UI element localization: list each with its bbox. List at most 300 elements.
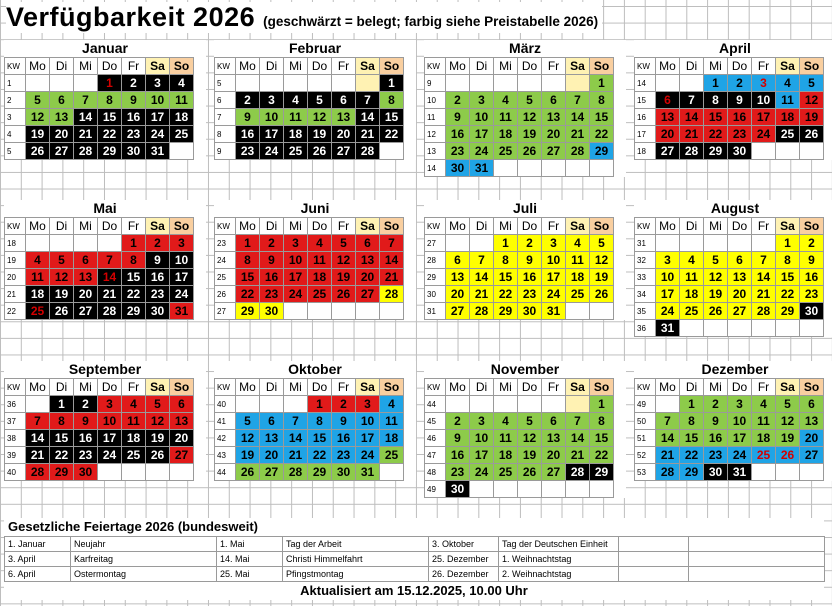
day-cell: 29 <box>236 303 260 320</box>
weekday-label: Sa <box>146 218 170 235</box>
day-cell: 6 <box>74 252 98 269</box>
day-cell: 13 <box>356 252 380 269</box>
day-cell: 27 <box>170 447 194 464</box>
day-cell: 2 <box>446 413 470 430</box>
week-number: 17 <box>635 126 656 143</box>
day-cell: 8 <box>380 92 404 109</box>
month-august <box>634 200 832 337</box>
day-cell: 17 <box>146 109 170 126</box>
day-cell: 16 <box>446 126 470 143</box>
holidays-title: Gesetzliche Feiertage 2026 (bundesweit) <box>8 519 258 534</box>
day-cell: 26 <box>332 286 356 303</box>
weekday-label: So <box>800 218 824 235</box>
month-april <box>634 40 832 160</box>
day-cell: 11 <box>566 252 590 269</box>
weekday-label: Mo <box>446 218 470 235</box>
day-cell: 24 <box>284 286 308 303</box>
week-number: 20 <box>5 269 26 286</box>
empty-cell <box>752 464 776 481</box>
day-cell: 28 <box>356 143 380 160</box>
day-cell: 9 <box>146 252 170 269</box>
day-cell: 28 <box>380 286 404 303</box>
holiday-date: 25. Mai <box>217 567 283 582</box>
weekday-label: Do <box>728 58 752 75</box>
day-cell: 11 <box>680 269 704 286</box>
weekday-label: Mi <box>284 218 308 235</box>
empty-cell <box>470 481 494 498</box>
day-cell: 8 <box>590 92 614 109</box>
day-cell: 19 <box>800 109 824 126</box>
day-cell: 25 <box>308 286 332 303</box>
day-cell: 30 <box>260 303 284 320</box>
week-row <box>215 126 404 143</box>
kw-header: KW <box>635 58 656 75</box>
day-cell: 12 <box>518 430 542 447</box>
holidays-section <box>4 518 824 600</box>
day-cell: 5 <box>776 396 800 413</box>
day-cell: 8 <box>50 413 74 430</box>
month-name: Mai <box>93 200 117 216</box>
day-cell: 9 <box>728 92 752 109</box>
weekday-label: Mi <box>284 379 308 396</box>
day-cell: 5 <box>26 92 50 109</box>
day-cell: 23 <box>728 126 752 143</box>
month-name: Januar <box>82 40 128 56</box>
week-row <box>215 235 404 252</box>
month-juni <box>214 200 416 320</box>
day-cell: 31 <box>170 303 194 320</box>
day-cell: 5 <box>590 235 614 252</box>
empty-cell <box>542 75 566 92</box>
day-cell: 31 <box>656 320 680 337</box>
kw-header: KW <box>425 58 446 75</box>
weekday-label: Fr <box>542 58 566 75</box>
weekday-label: Sa <box>146 379 170 396</box>
weekday-label: Fr <box>122 379 146 396</box>
week-row <box>635 126 824 143</box>
month-name: Juli <box>512 200 538 216</box>
empty-cell <box>74 235 98 252</box>
day-cell: 1 <box>494 235 518 252</box>
day-cell: 1 <box>380 75 404 92</box>
day-cell: 3 <box>146 75 170 92</box>
kw-header: KW <box>425 218 446 235</box>
day-cell: 7 <box>356 92 380 109</box>
day-cell: 20 <box>50 126 74 143</box>
weekday-label: So <box>380 218 404 235</box>
day-cell: 10 <box>656 269 680 286</box>
day-cell: 26 <box>308 143 332 160</box>
weekday-label: Do <box>518 379 542 396</box>
day-cell: 12 <box>518 109 542 126</box>
empty-cell <box>800 143 824 160</box>
day-cell: 6 <box>542 92 566 109</box>
day-cell: 14 <box>74 109 98 126</box>
month-grid <box>634 57 824 160</box>
kw-header: KW <box>635 218 656 235</box>
holiday-name: Christi Himmelfahrt <box>283 552 429 567</box>
day-cell: 30 <box>146 303 170 320</box>
day-cell: 29 <box>776 303 800 320</box>
day-cell: 25 <box>494 464 518 481</box>
empty-cell <box>380 143 404 160</box>
day-cell: 1 <box>236 235 260 252</box>
day-cell: 20 <box>446 286 470 303</box>
day-cell: 24 <box>752 126 776 143</box>
week-number: 31 <box>425 303 446 320</box>
day-cell: 1 <box>308 396 332 413</box>
holiday-row <box>5 537 825 552</box>
empty-cell <box>170 143 194 160</box>
day-cell: 11 <box>494 430 518 447</box>
empty-cell <box>308 303 332 320</box>
week-row <box>425 481 614 498</box>
week-number: 5 <box>5 143 26 160</box>
month-grid <box>214 217 404 320</box>
empty-cell <box>704 320 728 337</box>
day-cell: 19 <box>308 126 332 143</box>
week-row <box>635 464 824 481</box>
day-cell: 13 <box>728 269 752 286</box>
day-cell: 29 <box>98 143 122 160</box>
weekday-label: Sa <box>776 379 800 396</box>
weekday-label: Mo <box>656 58 680 75</box>
holiday-date: 6. April <box>5 567 71 582</box>
empty-cell <box>494 481 518 498</box>
day-cell: 19 <box>26 126 50 143</box>
day-cell: 17 <box>470 126 494 143</box>
day-cell: 25 <box>26 303 50 320</box>
day-cell: 28 <box>74 143 98 160</box>
day-cell: 23 <box>236 143 260 160</box>
day-cell: 12 <box>704 269 728 286</box>
empty-cell <box>494 160 518 177</box>
empty-cell <box>776 464 800 481</box>
day-cell: 10 <box>470 430 494 447</box>
weekday-label: Fr <box>332 379 356 396</box>
week-row <box>215 413 404 430</box>
holiday-name: Pfingstmontag <box>283 567 429 582</box>
empty-cell <box>380 303 404 320</box>
weekday-label: Fr <box>542 379 566 396</box>
weekday-label: Sa <box>566 58 590 75</box>
empty-cell <box>656 235 680 252</box>
week-number: 18 <box>635 143 656 160</box>
day-cell: 11 <box>752 413 776 430</box>
day-cell: 13 <box>170 413 194 430</box>
week-row <box>5 235 194 252</box>
week-row <box>5 269 194 286</box>
day-cell: 17 <box>284 269 308 286</box>
day-cell: 11 <box>776 92 800 109</box>
empty-cell <box>332 75 356 92</box>
day-cell: 26 <box>590 286 614 303</box>
day-cell: 15 <box>236 269 260 286</box>
day-cell: 27 <box>260 464 284 481</box>
kw-header: KW <box>215 379 236 396</box>
holiday-date: 14. Mai <box>217 552 283 567</box>
month-name: Februar <box>288 40 342 56</box>
day-cell: 20 <box>332 126 356 143</box>
day-cell: 14 <box>26 430 50 447</box>
day-cell: 27 <box>542 143 566 160</box>
day-cell: 25 <box>752 447 776 464</box>
weekday-label: So <box>590 379 614 396</box>
week-row <box>5 143 194 160</box>
holiday-date: 25. Dezember <box>429 552 499 567</box>
day-cell: 27 <box>50 143 74 160</box>
day-cell: 7 <box>752 252 776 269</box>
weekday-label: Fr <box>752 379 776 396</box>
empty-cell <box>170 464 194 481</box>
day-cell: 21 <box>566 126 590 143</box>
day-cell: 28 <box>26 464 50 481</box>
day-cell: 27 <box>74 303 98 320</box>
day-cell: 22 <box>236 286 260 303</box>
day-cell: 22 <box>380 126 404 143</box>
day-cell: 13 <box>446 269 470 286</box>
day-cell: 2 <box>236 92 260 109</box>
weekday-label: Fr <box>752 218 776 235</box>
day-cell: 7 <box>26 413 50 430</box>
empty-cell <box>689 537 825 552</box>
week-number: 14 <box>635 75 656 92</box>
empty-cell <box>122 464 146 481</box>
weekday-label: Do <box>728 379 752 396</box>
week-row <box>425 464 614 481</box>
week-number: 44 <box>215 464 236 481</box>
empty-cell <box>260 75 284 92</box>
week-row <box>635 269 824 286</box>
day-cell: 28 <box>566 143 590 160</box>
weekday-label: Mi <box>704 218 728 235</box>
empty-cell <box>518 160 542 177</box>
day-cell: 18 <box>122 430 146 447</box>
month-märz <box>424 40 626 177</box>
day-cell: 10 <box>284 252 308 269</box>
day-cell: 13 <box>74 269 98 286</box>
week-number: 39 <box>5 447 26 464</box>
weekday-label: Di <box>470 58 494 75</box>
month-grid <box>424 378 614 498</box>
weekday-header-row <box>635 379 824 396</box>
day-cell: 28 <box>98 303 122 320</box>
weekday-label: Fr <box>752 58 776 75</box>
day-cell: 18 <box>284 126 308 143</box>
week-row <box>425 75 614 92</box>
weekday-label: Fr <box>332 218 356 235</box>
week-number: 47 <box>425 447 446 464</box>
day-cell: 24 <box>170 286 194 303</box>
weekday-label: Do <box>518 58 542 75</box>
week-number: 24 <box>215 252 236 269</box>
day-cell: 8 <box>122 252 146 269</box>
day-cell: 3 <box>752 75 776 92</box>
week-row <box>5 447 194 464</box>
month-november <box>424 361 626 498</box>
empty-cell <box>284 303 308 320</box>
weekday-label: So <box>170 379 194 396</box>
week-row <box>635 109 824 126</box>
day-cell: 13 <box>800 413 824 430</box>
weekday-label: Mi <box>494 218 518 235</box>
day-cell: 15 <box>122 269 146 286</box>
kw-header: KW <box>635 379 656 396</box>
week-row <box>215 143 404 160</box>
day-cell: 14 <box>98 269 122 286</box>
month-februar <box>214 40 416 160</box>
day-cell: 2 <box>728 75 752 92</box>
weekday-label: Do <box>728 218 752 235</box>
day-cell: 24 <box>356 447 380 464</box>
week-number: 21 <box>5 286 26 303</box>
month-grid <box>214 57 404 160</box>
day-cell: 15 <box>98 109 122 126</box>
day-cell: 27 <box>446 303 470 320</box>
day-cell: 26 <box>776 447 800 464</box>
day-cell: 26 <box>518 143 542 160</box>
day-cell: 18 <box>752 430 776 447</box>
empty-cell <box>680 235 704 252</box>
day-cell: 15 <box>776 269 800 286</box>
week-row <box>635 252 824 269</box>
day-cell: 16 <box>728 109 752 126</box>
day-cell: 31 <box>542 303 566 320</box>
day-cell: 20 <box>542 126 566 143</box>
day-cell: 31 <box>470 160 494 177</box>
empty-cell <box>380 464 404 481</box>
week-number: 23 <box>215 235 236 252</box>
day-cell: 5 <box>518 92 542 109</box>
day-cell: 7 <box>656 413 680 430</box>
empty-cell <box>619 567 689 582</box>
day-cell: 19 <box>704 286 728 303</box>
weekday-label: Sa <box>356 379 380 396</box>
month-oktober <box>214 361 416 481</box>
holiday-date: 26. Dezember <box>429 567 499 582</box>
day-cell: 10 <box>542 252 566 269</box>
weekday-label: Do <box>308 379 332 396</box>
week-number: 13 <box>425 143 446 160</box>
empty-cell <box>74 75 98 92</box>
day-cell: 12 <box>236 430 260 447</box>
day-cell: 16 <box>332 430 356 447</box>
day-cell: 20 <box>74 286 98 303</box>
day-cell: 20 <box>260 447 284 464</box>
day-cell: 5 <box>704 252 728 269</box>
week-number: 15 <box>635 92 656 109</box>
empty-cell <box>494 396 518 413</box>
weekday-label: Sa <box>776 58 800 75</box>
day-cell: 23 <box>446 143 470 160</box>
day-cell: 12 <box>308 109 332 126</box>
weekday-label: Fr <box>122 58 146 75</box>
day-cell: 19 <box>776 430 800 447</box>
weekday-label: Di <box>260 58 284 75</box>
day-cell: 16 <box>236 126 260 143</box>
day-cell: 21 <box>356 126 380 143</box>
holiday-date: 1. Januar <box>5 537 71 552</box>
holiday-name: Neujahr <box>71 537 217 552</box>
week-number: 35 <box>635 303 656 320</box>
weekday-label: So <box>800 58 824 75</box>
title-legend: (geschwärzt = belegt; farbig siehe Preistabelle 2026) <box>263 14 599 29</box>
day-cell: 15 <box>494 269 518 286</box>
weekday-header-row <box>215 218 404 235</box>
empty-cell <box>542 160 566 177</box>
day-cell: 8 <box>98 92 122 109</box>
empty-cell <box>356 75 380 92</box>
day-cell: 18 <box>494 447 518 464</box>
day-cell: 6 <box>260 413 284 430</box>
day-cell: 11 <box>380 413 404 430</box>
day-cell: 29 <box>122 303 146 320</box>
day-cell: 1 <box>98 75 122 92</box>
title-text: Verfügbarkeit 2026 <box>6 2 256 32</box>
week-number: 12 <box>425 126 446 143</box>
weekday-label: Di <box>50 218 74 235</box>
day-cell: 9 <box>704 413 728 430</box>
day-cell: 29 <box>704 143 728 160</box>
day-cell: 26 <box>26 143 50 160</box>
week-row <box>635 413 824 430</box>
day-cell: 5 <box>308 92 332 109</box>
weekday-label: Do <box>98 218 122 235</box>
day-cell: 14 <box>566 109 590 126</box>
day-cell: 7 <box>284 413 308 430</box>
week-row <box>425 396 614 413</box>
day-cell: 3 <box>356 396 380 413</box>
day-cell: 9 <box>446 109 470 126</box>
day-cell: 9 <box>332 413 356 430</box>
week-number: 31 <box>635 235 656 252</box>
empty-cell <box>26 396 50 413</box>
day-cell: 29 <box>590 464 614 481</box>
day-cell: 1 <box>590 75 614 92</box>
week-number: 5 <box>215 75 236 92</box>
day-cell: 16 <box>122 109 146 126</box>
day-cell: 3 <box>470 92 494 109</box>
holiday-name: 2. Weihnachtstag <box>499 567 619 582</box>
day-cell: 22 <box>122 286 146 303</box>
day-cell: 5 <box>332 235 356 252</box>
empty-cell <box>800 320 824 337</box>
weekday-label: Di <box>260 218 284 235</box>
holiday-date: 3. April <box>5 552 71 567</box>
holiday-name: Ostermontag <box>71 567 217 582</box>
month-grid <box>634 378 824 481</box>
weekday-label: Mo <box>26 218 50 235</box>
empty-cell <box>619 552 689 567</box>
month-name: Dezember <box>701 361 769 377</box>
day-cell: 16 <box>800 269 824 286</box>
week-row <box>425 269 614 286</box>
empty-cell <box>542 396 566 413</box>
weekday-label: Mi <box>74 58 98 75</box>
week-row <box>5 464 194 481</box>
day-cell: 13 <box>656 109 680 126</box>
week-row <box>635 143 824 160</box>
day-cell: 2 <box>122 75 146 92</box>
weekday-label: So <box>170 218 194 235</box>
day-cell: 12 <box>50 269 74 286</box>
week-row <box>5 92 194 109</box>
day-cell: 10 <box>260 109 284 126</box>
empty-cell <box>494 75 518 92</box>
day-cell: 7 <box>470 252 494 269</box>
day-cell: 10 <box>146 92 170 109</box>
day-cell: 21 <box>752 286 776 303</box>
